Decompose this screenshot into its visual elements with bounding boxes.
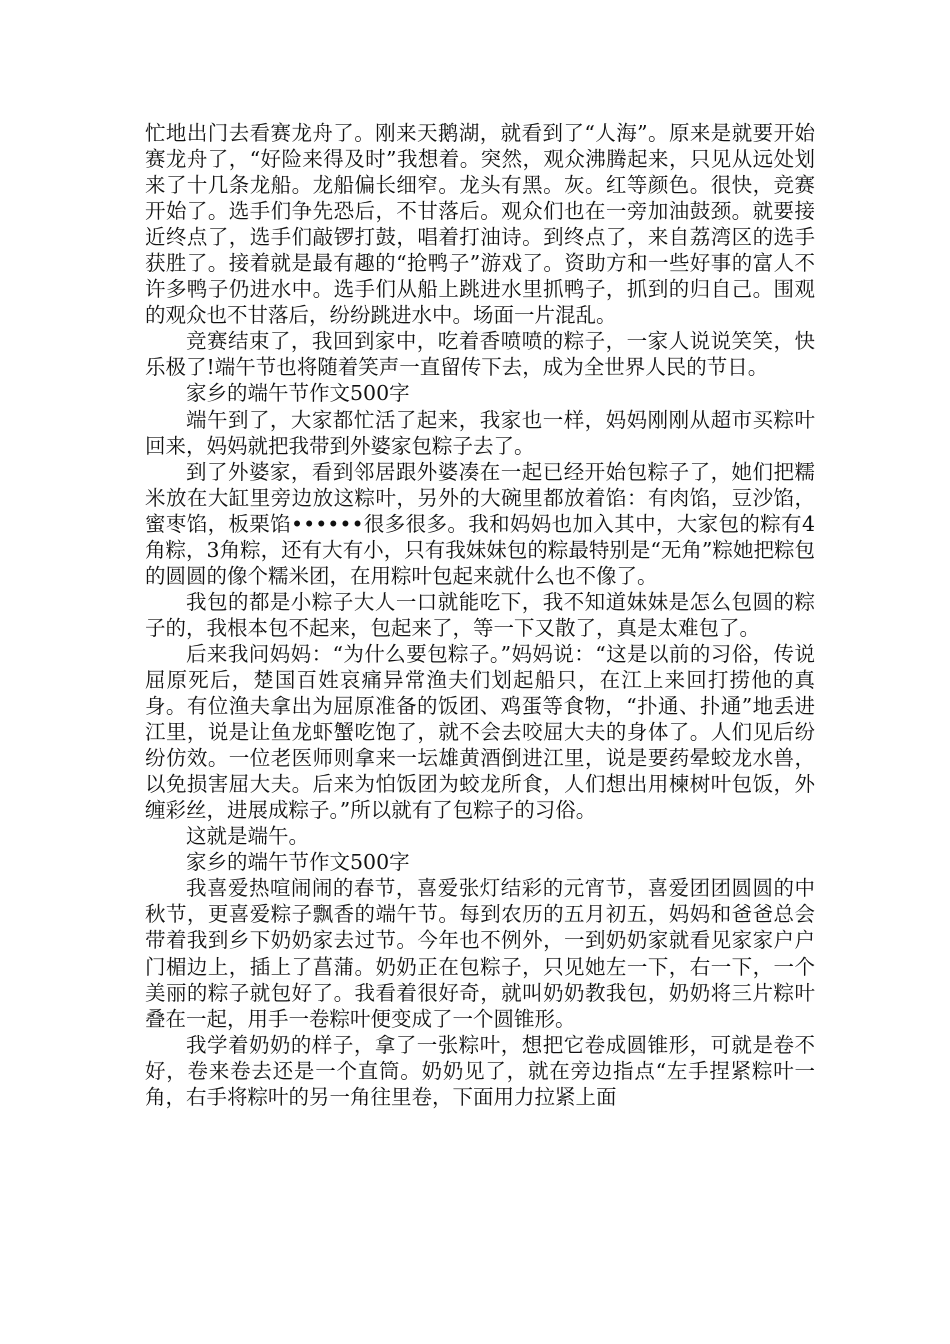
paragraph: 这就是端午。	[186, 824, 309, 849]
paragraph: 我喜爱热喧闹闹的春节，喜爱张灯结彩的元宵节，喜爱团团圆圆的中秋节，更喜爱粽子飘香的端午节。每到农历的五月初五，妈妈和爸爸总会带着我到乡下奶奶家去过节。今年也不例外，一到奶奶家就看见家家户户门楣边上，插上了菖蒲。奶奶正在包粽子，只见她左一下，右一下，一个美丽的粽子就包好了。我看着很好奇，就叫奶奶教我包，奶奶将三片粽叶叠在一起，用手一卷粽叶便变成了一个圆锥形。	[145, 876, 815, 1031]
section-heading: 家乡的端午节作文500字	[186, 381, 410, 406]
paragraph: 竞赛结束了，我回到家中，吃着香喷喷的粽子，一家人说说笑笑，快乐极了!端午节也将随着笑声一直留传下去，成为全世界人民的节日。	[145, 329, 815, 380]
section-heading: 家乡的端午节作文500字	[186, 850, 410, 875]
paragraph: 到了外婆家，看到邻居跟外婆凑在一起已经开始包粽子了，她们把糯米放在大缸里旁边放这粽叶，另外的大碗里都放着馅：有肉馅，豆沙馅，蜜枣馅，板栗馅••••••很多很多。我和妈妈也加入其中，大家包的粽有4角粽，3角粽，还有大有小，只有我妹妹包的粽最特别是“无角”粽她把粽包的圆圆的像个糯米团，在用粽叶包起来就什么也不像了。	[145, 459, 815, 588]
document-body	[145, 120, 815, 1110]
paragraph: 后来我问妈妈：“为什么要包粽子。”妈妈说：“这是以前的习俗，传说屈原死后，楚国百姓哀痛异常渔夫们划起船只，在江上来回打捞他的真身。有位渔夫拿出为屈原准备的饭团、鸡蛋等食物，“扑通、扑通”地丢进江里，说是让鱼龙虾蟹吃饱了，就不会去咬屈大夫的身体了。人们见后纷纷仿效。一位老医师则拿来一坛雄黄酒倒进江里，说是要药晕蛟龙水兽，以免损害屈大夫。后来为怕饭团为蛟龙所食，人们想出用楝树叶包饭，外缠彩丝，进展成粽子。”所以就有了包粽子的习俗。	[145, 641, 815, 823]
paragraph: 端午到了，大家都忙活了起来，我家也一样，妈妈刚刚从超市买粽叶回来，妈妈就把我带到外婆家包粽子去了。	[145, 407, 815, 458]
paragraph: 我学着奶奶的样子，拿了一张粽叶，想把它卷成圆锥形，可就是卷不好，卷来卷去还是一个直筒。奶奶见了，就在旁边指点“左手捏紧粽叶一角，右手将粽叶的另一角往里卷，下面用力拉紧上面	[145, 1032, 815, 1109]
paragraph: 我包的都是小粽子大人一口就能吃下，我不知道妹妹是怎么包圆的粽子的，我根本包不起来，包起来了，等一下又散了，真是太难包了。	[145, 589, 815, 640]
paragraph: 忙地出门去看赛龙舟了。刚来天鹅湖，就看到了“人海”。原来是就要开始赛龙舟了，“好险来得及时”我想着。突然，观众沸腾起来，只见从远处划来了十几条龙船。龙船偏长细窄。龙头有黑。灰。红等颜色。很快，竞赛开始了。选手们争先恐后，不甘落后。观众们也在一旁加油鼓颈。就要接近终点了，选手们敲锣打鼓，唱着打油诗。到终点了，来自荔湾区的选手获胜了。接着就是最有趣的“抢鸭子”游戏了。资助方和一些好事的富人不许多鸭子仍进水中。选手们从船上跳进水里抓鸭子，抓到的归自己。围观的观众也不甘落后，纷纷跳进水中。场面一片混乱。	[145, 121, 815, 328]
